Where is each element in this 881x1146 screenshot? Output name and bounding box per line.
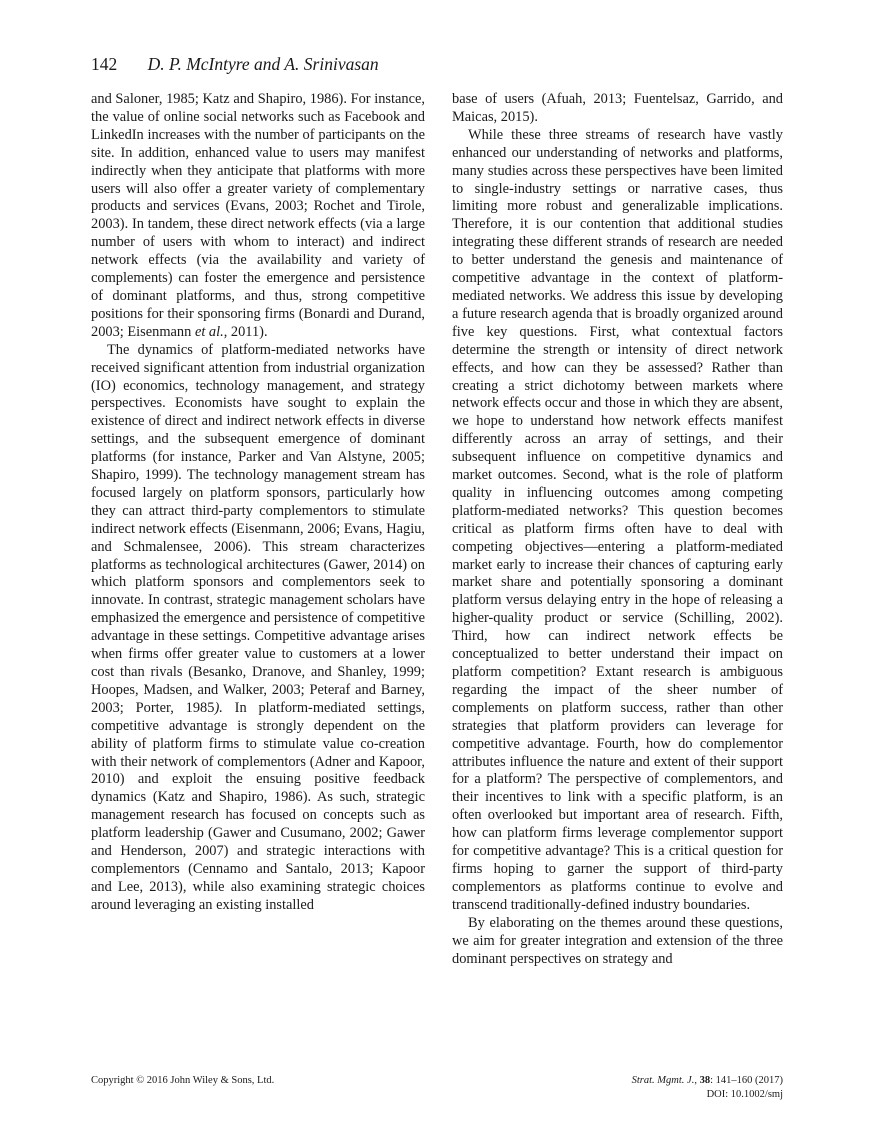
volume-number: 38 <box>699 1075 711 1086</box>
page-range: : 141–160 (2017) <box>710 1075 783 1086</box>
paragraph: By elaborating on the themes around these questions, we aim for greater integration and extension of the three dominant perspectives on strategy and <box>452 914 783 967</box>
paragraph: While these three streams of research have vastly enhanced our understanding of networks and platforms, many studies across these perspectives have been limited to single-industry settings or narrative cases, thus limiting more robust and generalizable implications. Therefore, it is our contention that additional studies integrating these different strands of research are needed to better understand the genesis and maintenance of competitive advantage in the context of platform-mediated networks. We address this issue by developing a future research agenda that is broadly organized around five key questions. First, what contextual factors determine the strength or intensity of direct network effects, and how can they be assessed? Rather than creating a strict dichotomy between markets where network effects occur and those in which they are absent, we hope to understand how network effects manifest differently across an array of settings, and their subsequent influence on competitive dynamics and market outcomes. Second, what is the role of platform quality in influencing outcomes among competing platform-mediated networks? This question becomes critical as platform firms often have to deal with competing objectives—entering a platform-mediated market early to increase their chances of capturing early market share and potentially sponsoring a dominant platform versus delaying entry in the hope of releasing a higher-quality product or service (Schilling, 2002). Third, how can indirect network effects be conceptualized to better understand their impact on platform competition? Extant research is ambiguous regarding the impact of the sheer number of complements on platform success, rather than other strategies that platform providers can leverage for competitive advantage. Fourth, how do complementor attributes influence the nature and extent of their support for a platform? The perspective of complementors, and their incentives to link with a specific platform, is an often overlooked but important area of research. Fifth, how can platform firms leverage complementor support for competitive advantage? This is a critical question for firms hoping to garner the support of third-party complementors as platforms continue to evolve and transcend traditionally-defined industry boundaries. <box>452 126 783 913</box>
citation-footer: Strat. Mgmt. J., 38: 141–160 (2017) DOI: 10.1002/smj <box>631 1075 783 1100</box>
paragraph <box>91 91 425 342</box>
paragraph-text: The dynamics of platform-mediated networks have received significant attention from industrial organization (IO) economics, technology management, and strategy perspectives. Economists have sought to explain the existence of direct and indirect network effects in diverse settings, and the subsequent emergence of dominant platforms (for instance, Parker and Van Alstyne, 2005; Shapiro, 1999). The technology management stream has focused largely on platform sponsors, particularly how they can attract third-party complementors to stimulate indirect network effects (Eisenmann, 2006; Evans, Hagiu, and Schmalensee, 2006). This stream characterizes platforms as technological architectures (Gawer, 2014) on which platform sponsors and complementors seek to innovate. In contrast, strategic management scholars have emphasized the emergence and persistence of competitive advantage in these settings. Competitive advantage arises when firms offer greater value to customers at a lower cost than rivals (Besanko, Dranove, and Shanley, 1999; Hoopes, Madsen, and Walker, 2003; Peteraf and Barney, 2003; Porter, 1985 <box>91 341 425 716</box>
left-column <box>91 91 425 915</box>
paragraph-text: and Saloner, 1985; Katz and Shapiro, 1986). For instance, the value of online social networks such as Facebook and LinkedIn increases with the number of participants on the site. In addition, enhanced value to users may manifest indirectly when they anticipate that platforms with more users will also offer a greater variety of complementary products and services (Evans, 2003; Rochet and Tirole, 2003). In tandem, these direct network effects (via a large number of users with whom to interact) and indirect network effects (via the availability and variety of complements) can foster the emergence and persistence of dominant platforms, and thus, strong competitive positions for their sponsoring firms (Bonardi and Durand, 2003; Eisenmann <box>91 91 425 340</box>
copyright-notice: Copyright © 2016 John Wiley & Sons, Ltd. <box>91 1075 275 1086</box>
right-column <box>452 91 783 968</box>
page-number: 142 <box>91 54 118 74</box>
doi: DOI: 10.1002/smj <box>706 1089 783 1100</box>
journal-name: Strat. Mgmt. J. <box>631 1075 695 1086</box>
paragraph-text-italic: et al. <box>194 323 224 340</box>
paragraph: base of users (Afuah, 2013; Fuentelsaz, Garrido, and Maicas, 2015). <box>452 91 783 125</box>
paragraph-text: , 2011). <box>223 323 268 340</box>
paragraph <box>91 342 425 915</box>
running-authors: D. P. McIntyre and A. Srinivasan <box>147 54 379 74</box>
paragraph-text: In platform-mediated settings, competitive advantage is strongly dependent on the ability of platform firms to stimulate value co-creation with their network of complementors (Adner and Kapoor, 2010) and exploit the ensuing positive feedback dynamics (Katz and Shapiro, 1986). As such, strategic management research has focused on concepts such as platform leadership (Gawer and Cusumano, 2002; Gawer and Henderson, 2007) and strategic interactions with complementors (Cennamo and Santalo, 2013; Kapoor and Lee, 2013), while also examining strategic choices around leveraging an existing installed <box>91 699 425 913</box>
running-header <box>91 54 379 75</box>
paragraph-text-italic: ). <box>214 699 223 716</box>
